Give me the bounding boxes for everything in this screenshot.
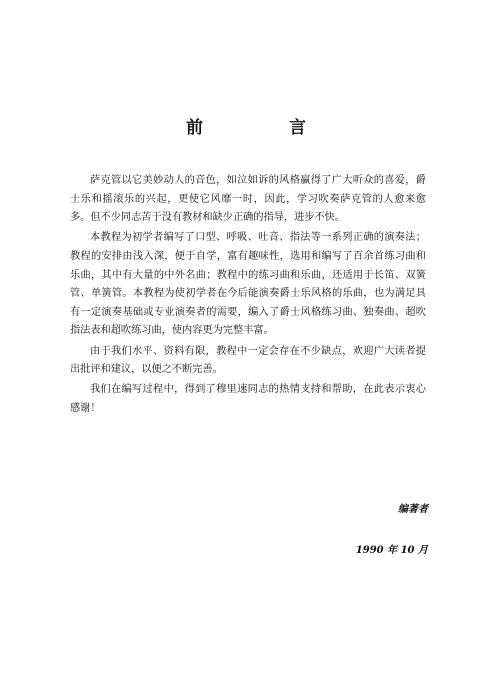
paragraph-3: 由于我们水平、资料有限，教程中一定会存在不少缺点，欢迎广大读者提出批评和建议，以便之不断完善。	[70, 345, 426, 376]
author-signature: 编著者	[398, 504, 428, 515]
page-title: 前 言	[186, 118, 346, 138]
date-line: 1990 年 10 月	[355, 545, 428, 556]
paragraph-4: 我们在编写过程中，得到了穆里速同志的热情支持和帮助，在此表示衷心感谢！	[70, 384, 426, 414]
preface-body	[70, 172, 426, 420]
paragraph-2: 本教程为初学者编写了口型、呼吸、吐音、指法等一系列正确的演奏法；教程的安排由浅入深，便于自学，富有趣味性，选用和编写了百余首练习曲和乐曲，其中有大量的中外名曲；教程中的练习曲和乐曲，还适用于长笛、双簧管、单簧管。本教程为使初学者在今后能演奏爵士乐风格的乐曲，也为满足具有一定演奏基础或专业演奏者的需要，编入了爵士风格练习曲、独奏曲、超吹指法表和超吹练习曲，使内容更为完整丰富。	[70, 232, 426, 337]
paragraph-1: 萨克管以它美妙动人的音色，如泣如诉的风格赢得了广大听众的喜爱，爵士乐和摇滚乐的兴起，更使它风靡一时，因此，学习吹奏萨克管的人愈来愈多。但不少同志苦于没有教材和缺少正确的指导，进步不快。	[70, 175, 426, 224]
